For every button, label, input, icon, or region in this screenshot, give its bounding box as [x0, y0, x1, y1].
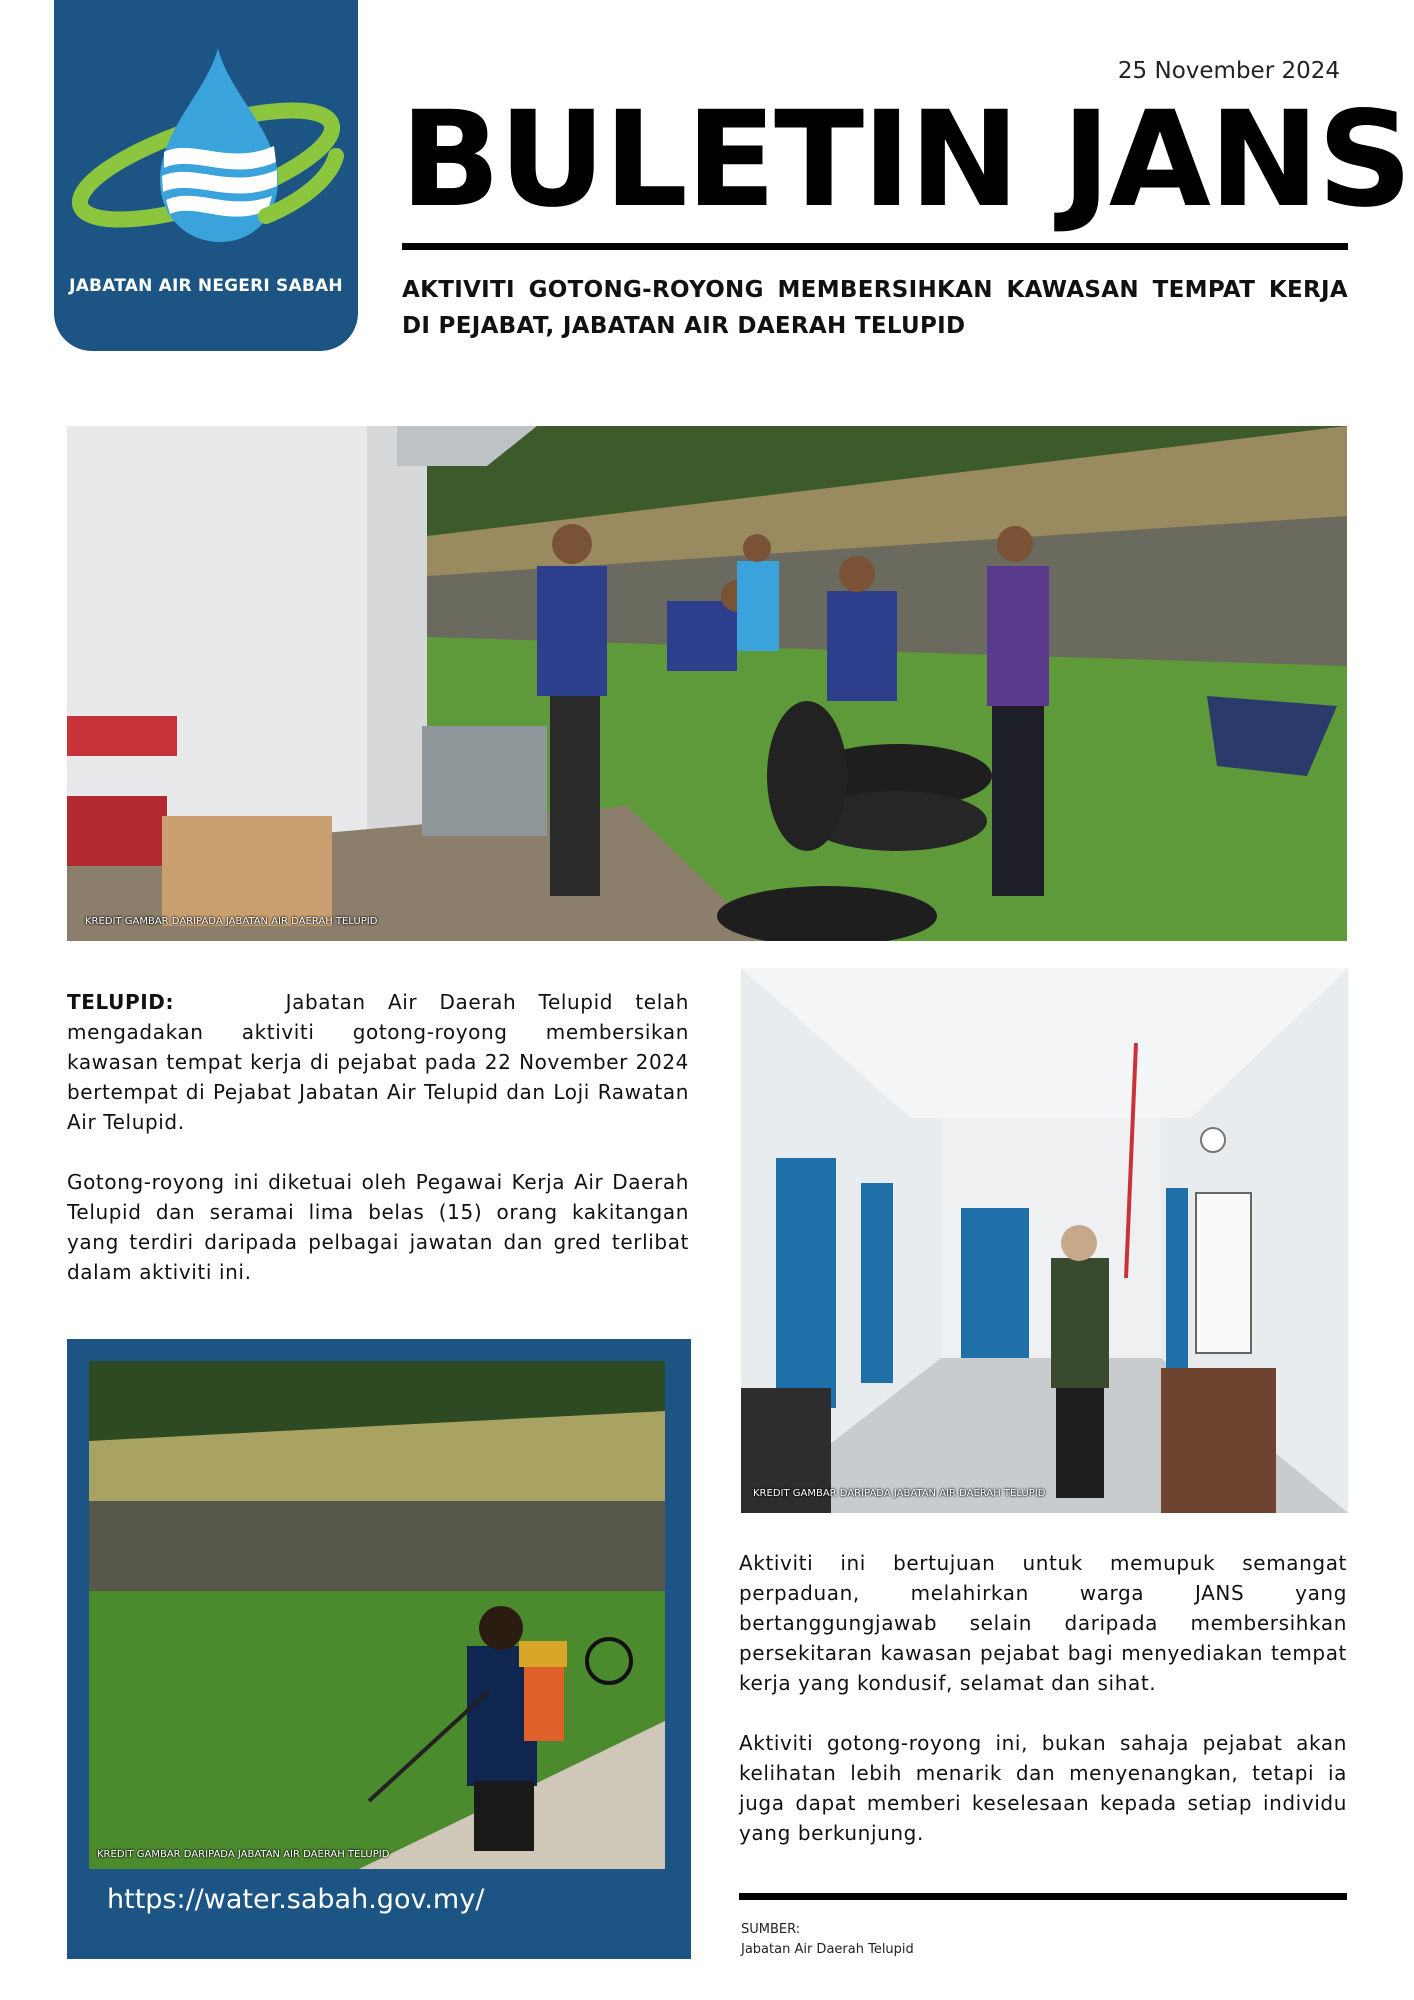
photo-credit: KREDIT GAMBAR DARIPADA JABATAN AIR DAERAH TELUPID	[753, 1488, 1046, 1499]
dateline: TELUPID:	[67, 990, 175, 1014]
water-drop-logo-icon	[68, 40, 344, 260]
article-paragraph: Aktiviti gotong-royong ini, bukan sahaja pejabat akan kelihatan lebih menarik dan menyenangkan, tetapi ia juga dapat memberi keselesaan kepada setiap individu yang berkunjung.	[739, 1731, 1347, 1845]
photo-frame	[67, 1339, 691, 1959]
photo-grass-cutting	[89, 1361, 665, 1869]
source-label: SUMBER:	[741, 1922, 801, 1937]
article-paragraph: Gotong-royong ini diketuai oleh Pegawai Kerja Air Daerah Telupid dan seramai lima belas (15) orang kakitangan yang terdiri daripada pelbagai jawatan dan gred terlibat dalam aktiviti ini.	[67, 1170, 689, 1284]
issue-date: 25 November 2024	[1117, 58, 1340, 84]
article-column-right	[739, 1548, 1347, 1878]
article-headline: AKTIVITI GOTONG-ROYONG MEMBERSIHKAN KAWASAN TEMPAT KERJA DI PEJABAT, JABATAN AIR DAERAH TELUPID	[402, 277, 1348, 339]
photo-cleanup-corridor	[741, 968, 1348, 1513]
logo-block	[54, 0, 358, 351]
website-link[interactable]: https://water.sabah.gov.my/	[107, 1884, 485, 1915]
header-divider	[402, 243, 1348, 250]
source-note	[741, 1920, 914, 1960]
logo-text: JABATAN AIR NEGERI SABAH	[69, 276, 343, 296]
article-paragraph: Aktiviti ini bertujuan untuk memupuk semangat perpaduan, melahirkan warga JANS yang bertanggungjawab selain daripada membersihkan persekitaran kawasan pejabat bagi menyediakan tempat kerja yang kondusif, selamat dan sihat.	[739, 1551, 1347, 1695]
footer-divider	[739, 1893, 1347, 1900]
bulletin-title: BULETIN JANS	[400, 83, 1411, 237]
photo-credit: KREDIT GAMBAR DARIPADA JABATAN AIR DAERAH TELUPID	[97, 1849, 390, 1860]
photo-cleanup-outdoor	[67, 426, 1347, 941]
article-column-left	[67, 987, 689, 1317]
paragraph-text: Jabatan Air Daerah Telupid telah mengadakan aktiviti gotong-royong membersikan kawasan tempat kerja di pejabat pada 22 November 2024 bertempat di Pejabat Jabatan Air Telupid dan Loji Rawatan Air Telupid.	[67, 990, 689, 1134]
source-value: Jabatan Air Daerah Telupid	[741, 1942, 914, 1957]
article-paragraph	[67, 987, 689, 1137]
photo-credit: KREDIT GAMBAR DARIPADA JABATAN AIR DAERAH TELUPID	[85, 916, 378, 927]
